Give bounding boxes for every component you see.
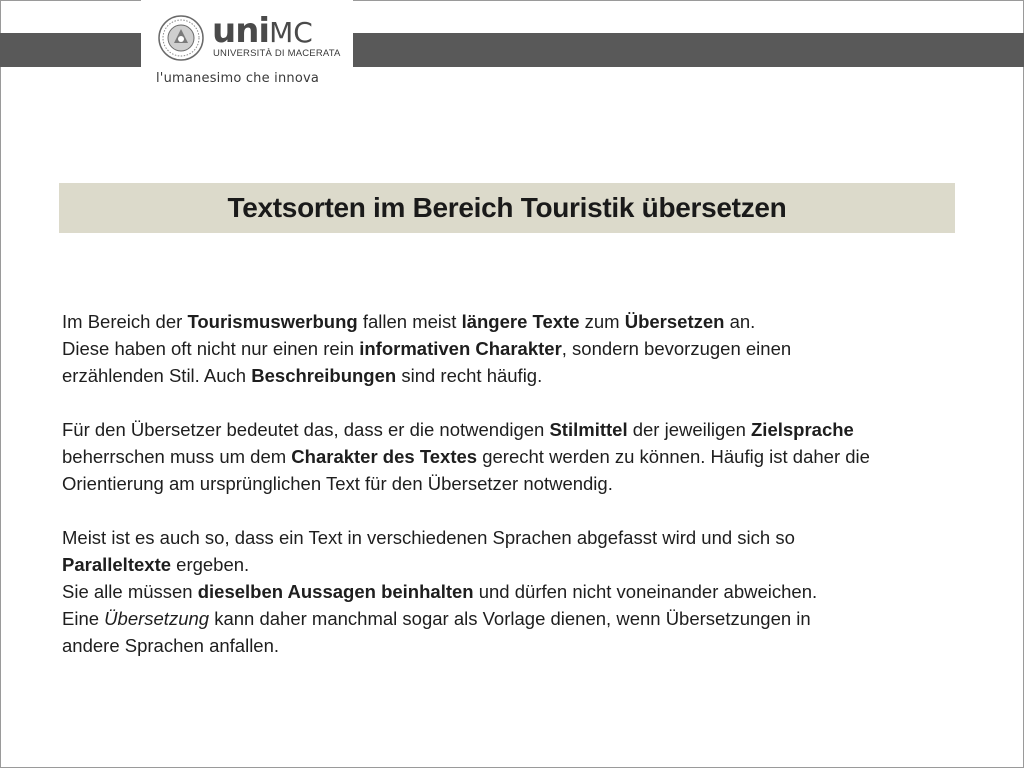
body-bold-text: Paralleltexte xyxy=(62,554,172,575)
body-text: Im Bereich der xyxy=(62,311,188,332)
body-line xyxy=(62,524,982,551)
body-line xyxy=(62,551,982,578)
logo-main: uni xyxy=(212,11,270,51)
body-line xyxy=(62,470,982,497)
body-bold-text: dieselben Aussagen beinhalten xyxy=(197,581,474,602)
body-bold-text: längere Texte xyxy=(461,311,580,332)
body-text: und dürfen nicht voneinander abweichen. xyxy=(473,581,818,602)
body-paragraph xyxy=(62,308,982,389)
body-line xyxy=(62,362,982,389)
body-text: erzählenden Stil. Auch xyxy=(62,365,252,386)
body-line xyxy=(62,335,982,362)
body-text: an. xyxy=(724,311,756,332)
slide-title: Textsorten im Bereich Touristik übersetzen xyxy=(227,192,787,223)
body-text: fallen meist xyxy=(357,311,462,332)
body-bold-text: Charakter des Textes xyxy=(291,446,478,467)
body-text: Eine xyxy=(62,608,105,629)
body-line xyxy=(62,308,982,335)
logo-mc: MC xyxy=(269,16,313,49)
body-text: Diese haben oft nicht nur einen rein xyxy=(62,338,360,359)
body-text: zum xyxy=(579,311,625,332)
body-line xyxy=(62,416,982,443)
body-text: Orientierung am ursprünglichen Text für den Übersetzer notwendig. xyxy=(62,473,613,494)
body-line xyxy=(62,578,982,605)
header-bar-left xyxy=(0,33,141,67)
body-bold-text: Stilmittel xyxy=(549,419,628,440)
body-bold-text: Zielsprache xyxy=(751,419,854,440)
body-italic-text: Übersetzung xyxy=(104,608,210,629)
body-bold-text: Übersetzen xyxy=(624,311,725,332)
body-bold-text: Tourismuswerbung xyxy=(187,311,358,332)
body-line xyxy=(62,443,982,470)
body-line xyxy=(62,632,982,659)
body-text: Für den Übersetzer bedeutet das, dass er die notwendigen xyxy=(62,419,550,440)
logo-wordmark xyxy=(212,11,313,51)
body-text: Meist ist es auch so, dass ein Text in verschiedenen Sprachen abgefasst wird und sich so xyxy=(62,527,795,548)
body-text: kann daher manchmal sogar als Vorlage dienen, wenn Übersetzungen in xyxy=(209,608,811,629)
body-text: , sondern bevorzugen einen xyxy=(561,338,792,359)
body-bold-text: Beschreibungen xyxy=(251,365,397,386)
body-text: andere Sprachen anfallen. xyxy=(62,635,280,656)
logo-subtitle: UNIVERSITÀ DI MACERATA xyxy=(213,48,341,59)
slide-body xyxy=(62,308,982,659)
body-text: beherrschen muss um dem xyxy=(62,446,292,467)
logo-motto: l'umanesimo che innova xyxy=(156,71,320,86)
body-text: der jeweiligen xyxy=(627,419,751,440)
body-paragraph xyxy=(62,524,982,659)
header-bar-right xyxy=(353,33,1024,67)
body-text: ergeben. xyxy=(171,554,250,575)
university-seal-icon xyxy=(158,15,204,61)
body-text: gerecht werden zu können. Häufig ist daher die xyxy=(477,446,870,467)
slide-title-box xyxy=(59,183,955,233)
body-text: sind recht häufig. xyxy=(396,365,543,386)
body-paragraph xyxy=(62,416,982,497)
body-text: Sie alle müssen xyxy=(62,581,198,602)
body-line xyxy=(62,605,982,632)
body-bold-text: informativen Charakter xyxy=(359,338,562,359)
